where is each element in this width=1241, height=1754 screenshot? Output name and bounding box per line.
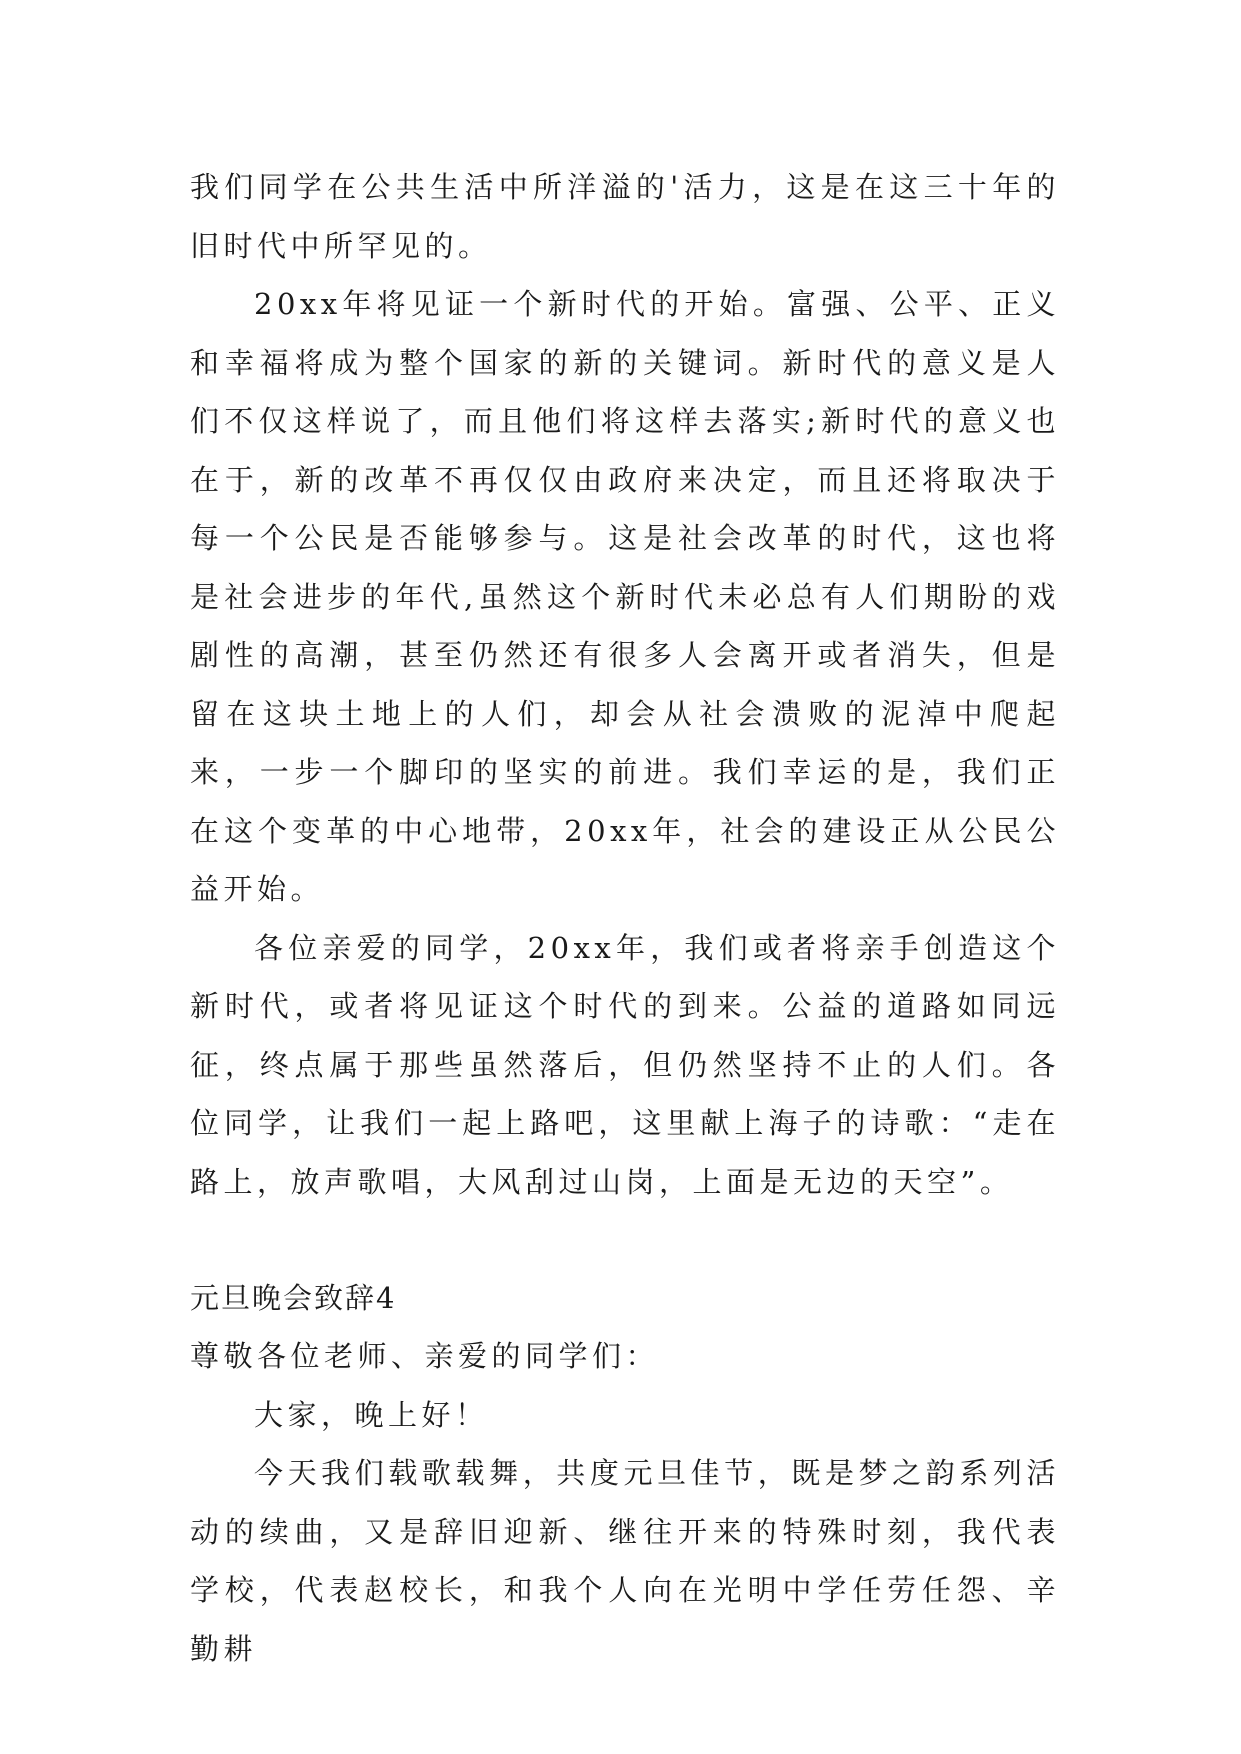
paragraph-1: 我们同学在公共生活中所洋溢的'活力，这是在这三十年的旧时代中所罕见的。 xyxy=(190,170,1060,263)
paragraph-2: 20xx年将见证一个新时代的开始。富强、公平、正义和幸福将成为整个国家的新的关键词。新时代的意义是人们不仅这样说了，而且他们将这样去落实;新时代的意义也在于，新的改革不再仅仅由政府来决定，而且还将取决于每一个公民是否能够参与。这是社会改革的时代，这也将是社会进步的年代,虽然这个新时代未必总有人们期盼的戏剧性的高潮，甚至仍然还有很多人会离开或者消失，但是留在这块土地上的人们，却会从社会溃败的泥淖中爬起来，一步一个脚印的坚实的前进。我们幸运的是，我们正在这个变革的中心地带，20xx年，社会的建设正从公民公益开始。 xyxy=(190,287,1060,906)
section-gap xyxy=(190,1211,1060,1269)
salutation: 尊敬各位老师、亲爱的同学们： xyxy=(190,1339,660,1373)
greeting: 大家，晚上好！ xyxy=(254,1397,489,1432)
paragraph-4: 今天我们载歌载舞，共度元旦佳节，既是梦之韵系列活动的续曲，又是辞旧迎新、继往开来的特殊时刻，我代表学校，代表赵校长，和我个人向在光明中学任劳任怨、辛勤耕 xyxy=(190,1456,1060,1666)
paragraph-3: 各位亲爱的同学，20xx年，我们或者将亲手创造这个新时代，或者将见证这个时代的到来。公益的道路如同远征，终点属于那些虽然落后，但仍然坚持不止的人们。各位同学，让我们一起上路吧，这里献上海子的诗歌：“走在路上，放声歌唱，大风刮过山岗，上面是无边的天空”。 xyxy=(190,930,1060,1199)
section-title: 元旦晚会致辞4 xyxy=(190,1281,397,1315)
document-body xyxy=(190,158,1060,1678)
